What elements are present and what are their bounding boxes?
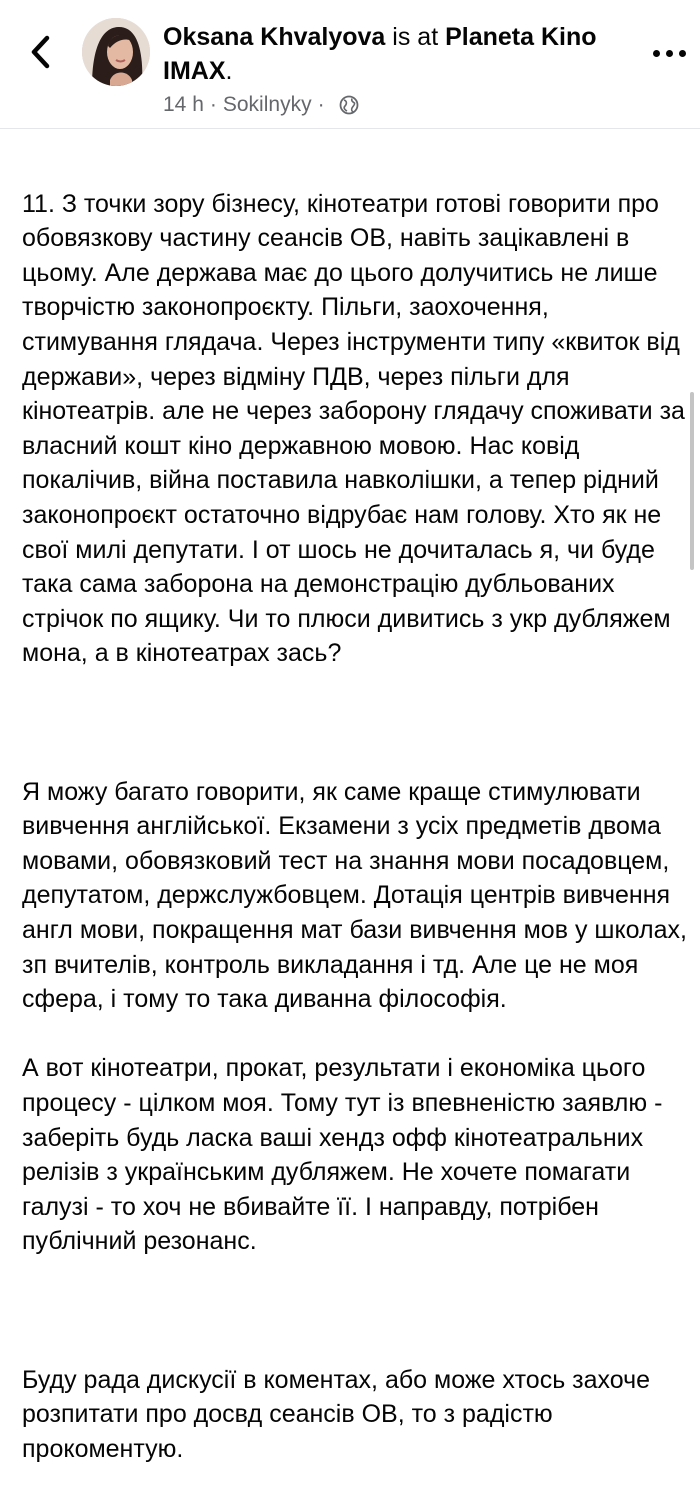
location-link[interactable]: Sokilnyky bbox=[222, 93, 312, 116]
post-title bbox=[163, 20, 633, 88]
post-meta bbox=[163, 92, 359, 118]
more-dot bbox=[679, 50, 686, 57]
header-divider bbox=[0, 128, 700, 129]
chevron-left-icon bbox=[29, 35, 51, 69]
place-name[interactable]: Planeta Kino IMAX bbox=[163, 23, 597, 85]
scrollbar[interactable] bbox=[690, 392, 694, 570]
profile-photo bbox=[82, 18, 150, 86]
globe-icon bbox=[339, 95, 359, 115]
timestamp[interactable]: 14 h bbox=[163, 93, 204, 116]
place-suffix: . bbox=[225, 57, 233, 85]
meta-separator-2: · bbox=[317, 93, 325, 116]
paragraph-gap bbox=[22, 706, 688, 741]
post-paragraph-2: Я можу багато говорити, як саме краще стимулювати вивчення англійської. Екзамени з усіх предметів двома мовами, обовязковий тест на знання мови посадовцем, депутатом, держслужбовцем. Дотація центрів вивчення англ мови, покращення мат бази вивчення мов у школах, зп вчителів, контроль викладання і тд. Але це не моя сфера, і тому то така диванна філософія. bbox=[22, 777, 687, 1014]
author-name[interactable]: Oksana Khvalyova bbox=[163, 23, 386, 51]
more-options-button[interactable] bbox=[646, 40, 692, 66]
back-button[interactable] bbox=[22, 30, 58, 74]
meta-separator: · bbox=[209, 93, 217, 116]
more-dot bbox=[653, 50, 660, 57]
paragraph-gap bbox=[22, 1294, 688, 1329]
more-dot bbox=[666, 50, 673, 57]
post-body bbox=[22, 152, 688, 1501]
connector-text: is at bbox=[385, 23, 446, 51]
post-paragraph-1: 11. З точки зору бізнесу, кінотеатри готові говорити про обовязкову частину сеансів ОВ, навіть зацікавлені в цьому. Але держава має до цього долучитись не лише творчістю законопроєкту. Пільги, заохочення, стимування глядача. Через інструменти типу «квиток від держави», через відміну ПДВ, через пільги для кінотеатрів. але не через заборону глядачу споживати за власний кошт кіно державною мовою. Нас ковід покалічив, війна поставила навколішки, а тепер рідний законопроєкт остаточно відрубає нам голову. Хто як не свої милі депутати. І от шось не дочиталась я, чи буде така сама заборона на демонстрацію дубльованих стрічок по ящику. Чи то плюси дивитись з укр дубляжем мона, а в кінотеатрах зась? bbox=[22, 189, 685, 668]
post-paragraph-4: Буду рада дискусії в коментах, або може хтось захоче розпитати про досвд сеансів ОВ, то з радістю прокоментую. bbox=[22, 1365, 651, 1463]
post-paragraph-3: А вот кінотеатри, прокат, результати і економіка цього процесу - цілком моя. Тому тут із впевненістю заявлю - заберіть будь ласка ваші хендз офф кінотеатральних релізів з українським дубляжем. Не хочете помагати галузі - то хоч не вбивайте її. І направду, потрібен публічний резонанс. bbox=[22, 1054, 663, 1256]
avatar[interactable] bbox=[82, 18, 150, 86]
post-header bbox=[0, 0, 700, 128]
